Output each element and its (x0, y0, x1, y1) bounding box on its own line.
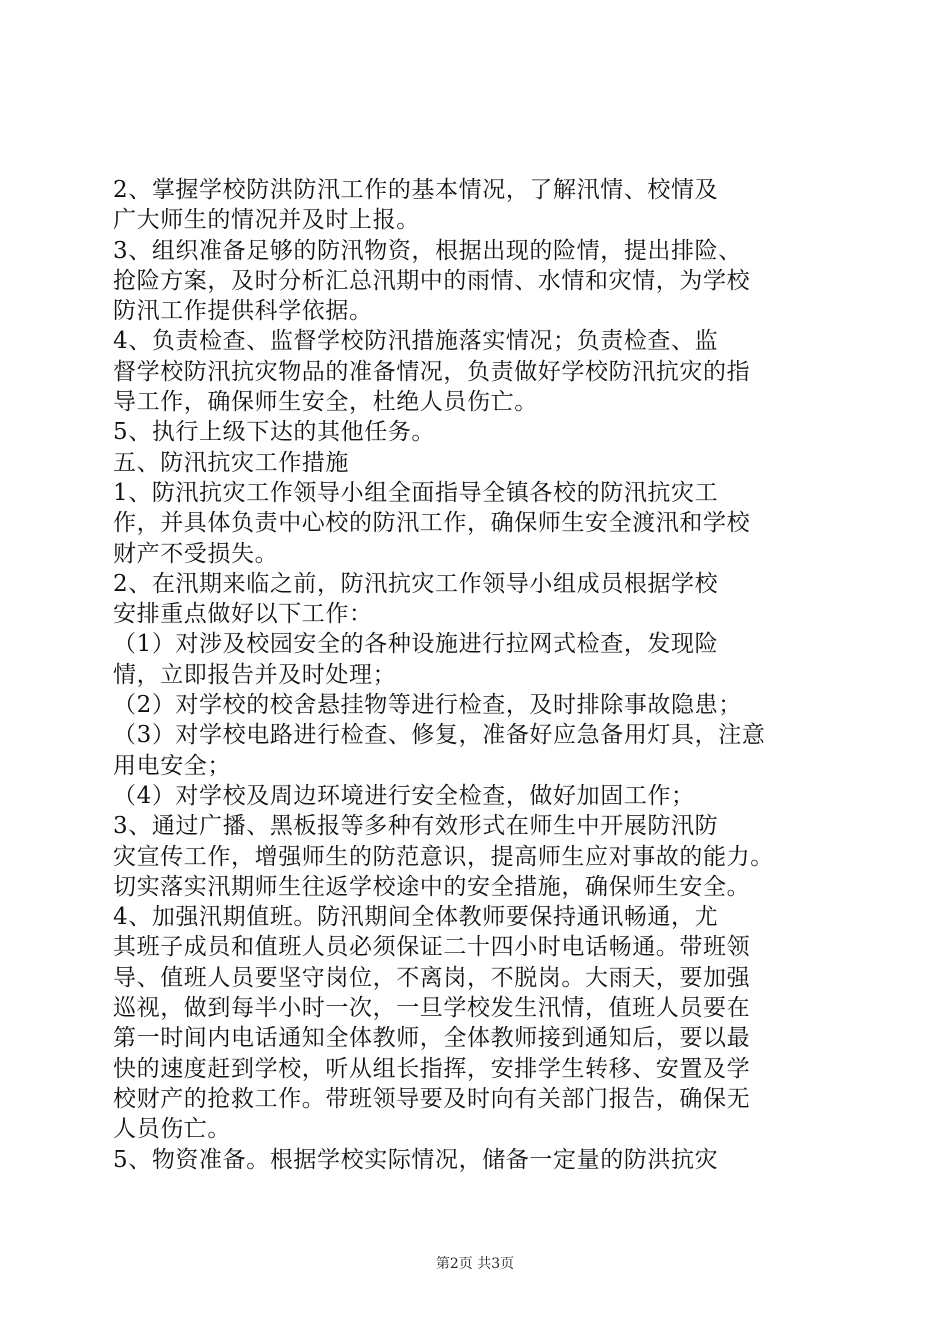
text-line: 2、在汛期来临之前，防汛抗灾工作领导小组成员根据学校 (113, 570, 719, 597)
text-line: 3、组织准备足够的防汛物资，根据出现的险情，提出排险、 (113, 237, 742, 264)
text-line: 2、掌握学校防洪防汛工作的基本情况，了解汛情、校情及 (113, 177, 719, 203)
page-footer: 第2页 共3页 (435, 1256, 515, 1272)
text-line: （2）对学校的校舍悬挂物等进行检查，及时排除事故隐患； (113, 692, 742, 719)
text-line: 人员伤亡。 (113, 1116, 231, 1143)
text-line: 5、执行上级下达的其他任务。 (113, 419, 436, 446)
text-line: 导工作，确保师生安全，杜绝人员伤亡。 (113, 389, 538, 416)
text-line: 5、物资准备。根据学校实际情况，储备一定量的防洪抗灾 (113, 1146, 719, 1173)
text-line: 快的速度赶到学校，听从组长指挥，安排学生转移、安置及学 (113, 1055, 751, 1082)
text-line: 作，并具体负责中心校的防汛工作，确保师生安全渡汛和学校 (113, 510, 751, 537)
text-line: 巡视，做到每半小时一次，一旦学校发生汛情，值班人员要在 (113, 995, 751, 1022)
document-body (113, 175, 833, 1175)
text-line: 财产不受损失。 (113, 540, 279, 567)
text-line: 4、负责检查、监督学校防汛措施落实情况；负责检查、监 (113, 328, 719, 355)
text-line: 3、通过广播、黑板报等多种有效形式在师生中开展防汛防 (113, 813, 719, 840)
text-line: 抢险方案，及时分析汇总汛期中的雨情、水情和灾情，为学校 (113, 267, 751, 294)
text-line: 导、值班人员要坚守岗位，不离岗，不脱岗。大雨天，要加强 (113, 964, 751, 991)
text-line: 情，立即报告并及时处理； (113, 661, 397, 688)
text-line: 用电安全； (113, 752, 231, 779)
text-line: 校财产的抢救工作。带班领导要及时向有关部门报告，确保无 (113, 1085, 751, 1112)
text-line: 五、防汛抗灾工作措施 (113, 449, 349, 476)
text-line: 灾宣传工作，增强师生的防范意识，提高师生应对事故的能力。 (113, 843, 774, 870)
text-line: 4、加强汛期值班。防汛期间全体教师要保持通讯畅通，尤 (113, 904, 719, 931)
text-line: （3）对学校电路进行检查、修复，准备好应急备用灯具，注意 (113, 722, 766, 749)
text-line: 其班子成员和值班人员必须保证二十四小时电话畅通。带班领 (113, 934, 751, 961)
text-line: 切实落实汛期师生往返学校途中的安全措施，确保师生安全。 (113, 873, 751, 900)
text-line: 防汛工作提供科学依据。 (113, 298, 373, 325)
text-line: 第一时间内电话通知全体教师，全体教师接到通知后，要以最 (113, 1025, 751, 1052)
text-line: 安排重点做好以下工作： (113, 601, 373, 628)
text-line: （1）对涉及校园安全的各种设施进行拉网式检查，发现险 (113, 631, 719, 658)
text-line: 1、防汛抗灾工作领导小组全面指导全镇各校的防汛抗灾工 (113, 479, 719, 506)
text-line: 广大师生的情况并及时上报。 (113, 207, 420, 234)
text-line: 督学校防汛抗灾物品的准备情况，负责做好学校防汛抗灾的指 (113, 358, 751, 385)
text-line: （4）对学校及周边环境进行安全检查，做好加固工作； (113, 782, 695, 809)
